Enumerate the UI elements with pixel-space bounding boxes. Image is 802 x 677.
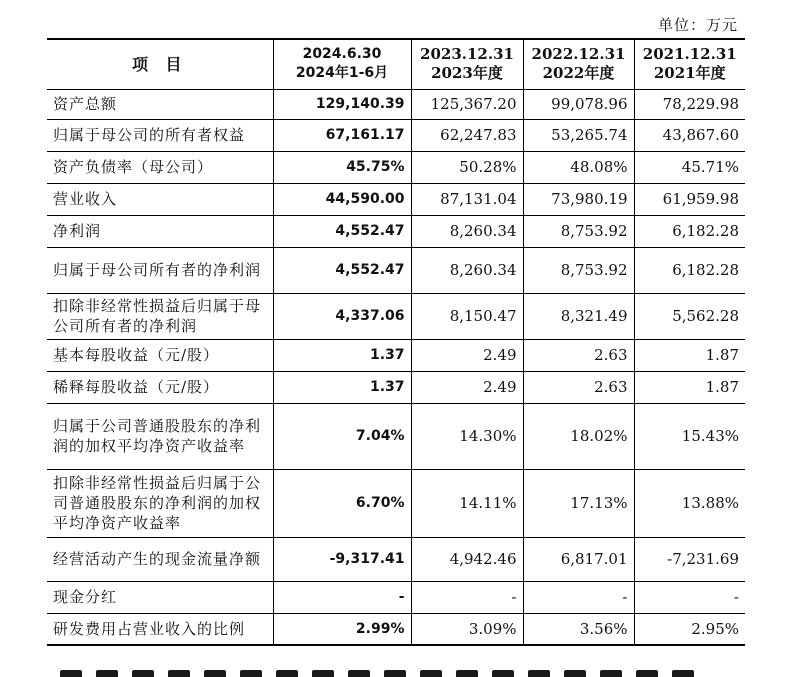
table-row: [47, 215, 745, 247]
row-value: 2.99%: [273, 613, 411, 645]
unit-label: 单位：万元: [657, 16, 738, 34]
row-value: 4,337.06: [273, 293, 411, 339]
table-row: [47, 293, 745, 339]
row-value: 18.02%: [523, 403, 634, 469]
row-value: 3.56%: [523, 613, 634, 645]
row-value: -: [634, 581, 745, 613]
row-label: 归属于母公司所有者的净利润: [47, 247, 273, 293]
row-value: 14.11%: [411, 469, 523, 537]
row-value: 48.08%: [523, 151, 634, 183]
cropped-text-line: [60, 669, 762, 677]
table-body: [47, 89, 745, 645]
row-value: 125,367.20: [411, 89, 523, 119]
row-value: 17.13%: [523, 469, 634, 537]
row-value: 2.63: [523, 371, 634, 403]
row-value: 6,182.28: [634, 215, 745, 247]
header-col-2021: 2021.12.31 2021年度: [634, 39, 745, 89]
row-value: 4,942.46: [411, 537, 523, 581]
row-value: -: [273, 581, 411, 613]
row-value: 1.87: [634, 371, 745, 403]
row-value: 5,562.28: [634, 293, 745, 339]
row-value: 3.09%: [411, 613, 523, 645]
header-row: [47, 39, 745, 89]
row-value: 6.70%: [273, 469, 411, 537]
row-value: -9,317.41: [273, 537, 411, 581]
row-value: 50.28%: [411, 151, 523, 183]
row-value: 43,867.60: [634, 119, 745, 151]
row-value: 8,753.92: [523, 215, 634, 247]
table-row: [47, 469, 745, 537]
financial-table: [47, 38, 745, 646]
header-col-2023: 2023.12.31 2023年度: [411, 39, 523, 89]
row-value: 53,265.74: [523, 119, 634, 151]
row-value: -: [411, 581, 523, 613]
row-value: 87,131.04: [411, 183, 523, 215]
table-row: [47, 613, 745, 645]
header-col-2022: 2022.12.31 2022年度: [523, 39, 634, 89]
table-row: [47, 537, 745, 581]
row-value: 1.37: [273, 339, 411, 371]
row-value: 6,817.01: [523, 537, 634, 581]
table-row: [47, 183, 745, 215]
row-value: 6,182.28: [634, 247, 745, 293]
table-row: [47, 119, 745, 151]
table-row: [47, 339, 745, 371]
row-value: 45.71%: [634, 151, 745, 183]
row-value: 2.63: [523, 339, 634, 371]
table-row: [47, 581, 745, 613]
row-value: 14.30%: [411, 403, 523, 469]
row-label: 经营活动产生的现金流量净额: [47, 537, 273, 581]
table-row: [47, 89, 745, 119]
row-value: 8,260.34: [411, 247, 523, 293]
row-value: 8,260.34: [411, 215, 523, 247]
row-value: 4,552.47: [273, 215, 411, 247]
row-value: 129,140.39: [273, 89, 411, 119]
row-label: 归属于母公司的所有者权益: [47, 119, 273, 151]
row-value: 8,753.92: [523, 247, 634, 293]
row-value: 2.95%: [634, 613, 745, 645]
row-value: 7.04%: [273, 403, 411, 469]
row-value: 78,229.98: [634, 89, 745, 119]
row-value: -7,231.69: [634, 537, 745, 581]
row-value: 8,321.49: [523, 293, 634, 339]
table-row: [47, 403, 745, 469]
row-label: 现金分红: [47, 581, 273, 613]
row-value: 15.43%: [634, 403, 745, 469]
header-col-2024h1: 2024.6.30 2024年1-6月: [273, 39, 411, 89]
row-value: -: [523, 581, 634, 613]
header-item: 项 目: [47, 39, 273, 89]
row-value: 2.49: [411, 371, 523, 403]
row-value: 45.75%: [273, 151, 411, 183]
row-value: 73,980.19: [523, 183, 634, 215]
row-label: 扣除非经常性损益后归属于公司普通股股东的净利润的加权平均净资产收益率: [47, 469, 273, 537]
table-row: [47, 151, 745, 183]
row-value: 61,959.98: [634, 183, 745, 215]
row-value: 44,590.00: [273, 183, 411, 215]
row-value: 99,078.96: [523, 89, 634, 119]
row-label: 基本每股收益（元/股）: [47, 339, 273, 371]
row-label: 扣除非经常性损益后归属于母公司所有者的净利润: [47, 293, 273, 339]
row-value: 2.49: [411, 339, 523, 371]
table-row: [47, 371, 745, 403]
row-value: 1.87: [634, 339, 745, 371]
row-label: 稀释每股收益（元/股）: [47, 371, 273, 403]
row-label: 净利润: [47, 215, 273, 247]
row-label: 资产负债率（母公司）: [47, 151, 273, 183]
row-label: 资产总额: [47, 89, 273, 119]
row-label: 研发费用占营业收入的比例: [47, 613, 273, 645]
row-value: 4,552.47: [273, 247, 411, 293]
row-value: 8,150.47: [411, 293, 523, 339]
row-value: 1.37: [273, 371, 411, 403]
table-row: [47, 247, 745, 293]
row-value: 62,247.83: [411, 119, 523, 151]
row-label: 归属于公司普通股股东的净利润的加权平均净资产收益率: [47, 403, 273, 469]
row-value: 67,161.17: [273, 119, 411, 151]
row-label: 营业收入: [47, 183, 273, 215]
row-value: 13.88%: [634, 469, 745, 537]
